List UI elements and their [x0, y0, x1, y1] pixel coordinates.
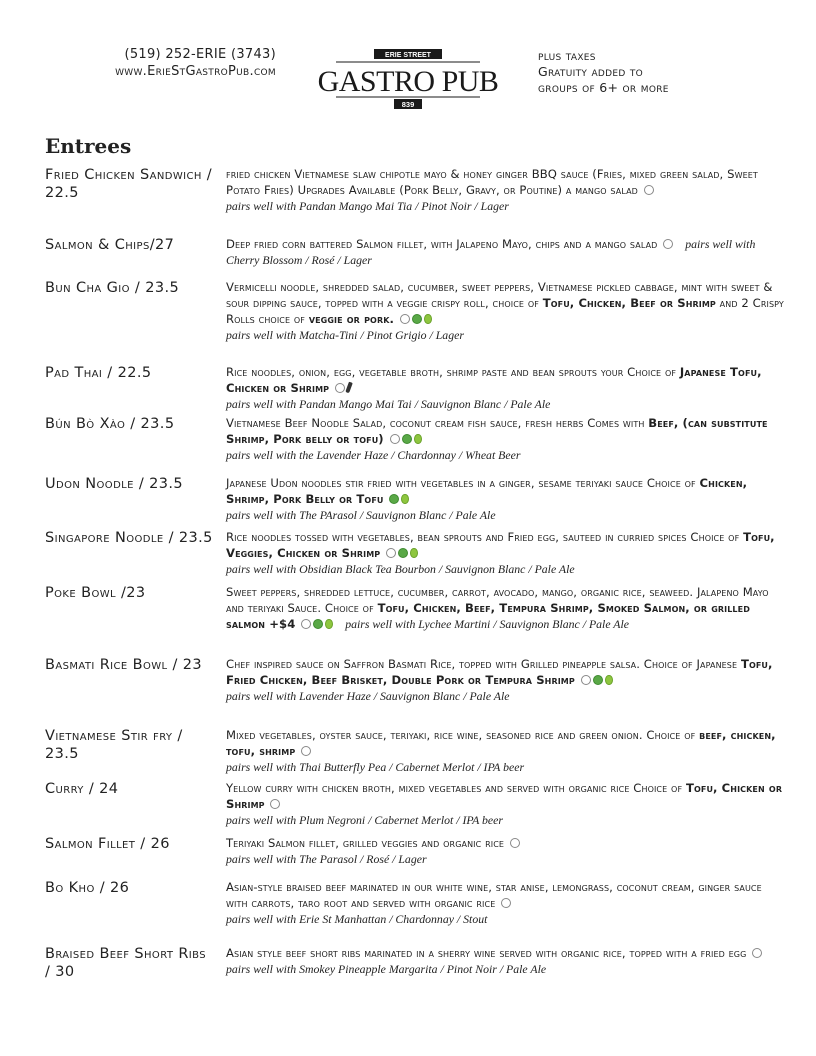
gluten-free-icon [510, 838, 520, 848]
item-name: Poke Bowl /23 [45, 585, 146, 601]
item-desc: Asian-style braised beef marinated in our white wine, star anise, lemongrass, coconut cream, ginger sauce with carrots, taro root and served with organic rice [226, 880, 762, 910]
item-description [226, 415, 786, 463]
item-desc: Chef inspired sauce on Saffron Basmati Rice, topped with Grilled pineapple salsa. Choice of Japanese [226, 657, 738, 671]
item-desc: Yellow curry with chicken broth, mixed vegetables and served with organic rice Choice of [226, 781, 683, 795]
item-pairing: pairs well with Pandan Mango Mai Tia / Pinot Noir / Lager [226, 199, 509, 213]
gluten-free-icon [386, 548, 396, 558]
item-name: Fried Chicken Sandwich / 22.5 [45, 167, 213, 201]
item-pairing: pairs well with Thai Butterfly Pea / Cabernet Merlot / IPA beer [226, 760, 525, 774]
item-description [226, 584, 786, 632]
vegan-icon [398, 548, 408, 558]
item-desc: Mixed vegetables, oyster sauce, teriyaki, rice wine, seasoned rice and green onion. Choice of [226, 728, 696, 742]
item-choices: beef, chicken, tofu, shrimp [226, 728, 776, 758]
item-pairing: pairs well with the Lavender Haze / Chardonnay / Wheat Beer [226, 448, 521, 462]
vegan-icon [402, 434, 412, 444]
gluten-free-icon [301, 619, 311, 629]
gluten-free-icon [390, 434, 400, 444]
item-name: Bún Bò Xào / 23.5 [45, 416, 175, 432]
item-name: Bun Cha Gio / 23.5 [45, 280, 180, 296]
gluten-free-icon [400, 314, 410, 324]
item-pairing: pairs well with Obsidian Black Tea Bourbon / Sauvignon Blanc / Pale Ale [226, 562, 575, 576]
logo-number: 839 [401, 100, 415, 109]
gluten-free-icon [501, 898, 511, 908]
item-name: Pad Thai / 22.5 [45, 365, 152, 381]
item-pairing: pairs well with Cherry Blossom / Rosé / Lager [226, 237, 756, 267]
item-desc: Rice noodles, onion, egg, vegetable broth, shrimp paste and bean sprouts your Choice of [226, 365, 677, 379]
item-description [226, 364, 786, 412]
item-name: Singapore Noodle / 23.5 [45, 530, 213, 546]
item-description [226, 656, 786, 704]
header-notes [538, 48, 778, 96]
item-choices: Chicken, Shrimp, Pork Belly or Tofu [226, 476, 748, 506]
section-title: Entrees [45, 134, 132, 158]
item-description [226, 166, 786, 214]
item-choices2: veggie or pork. [308, 312, 395, 326]
note-taxes: plus taxes [538, 48, 596, 63]
item-name: Salmon Fillet / 26 [45, 836, 170, 852]
item-choices: Japanese Tofu, Chicken or Shrimp [226, 365, 762, 395]
vegetarian-icon [414, 434, 422, 444]
item-description [226, 279, 786, 343]
gastropub-logo [317, 47, 499, 111]
item-name: Curry / 24 [45, 781, 119, 797]
item-desc: Rice noodles tossed with vegetables, bean sprouts and Fried egg, sauteed in curried spices Choice of [226, 530, 740, 544]
item-description [226, 780, 786, 828]
gluten-free-icon [581, 675, 591, 685]
gluten-free-icon [270, 799, 280, 809]
item-name: Udon Noodle / 23.5 [45, 476, 184, 492]
item-choices: Tofu, Chicken, Beef or Shrimp [542, 296, 716, 310]
phone-number: (519) 252-ERIE (3743) [124, 47, 276, 62]
gluten-free-icon [644, 185, 654, 195]
item-name: Vietnamese Stir fry / 23.5 [45, 728, 183, 762]
logo-top-text: ERIE STREET [385, 52, 431, 59]
vegetarian-icon [424, 314, 432, 324]
item-choices: Tofu, Chicken or Shrimp [226, 781, 783, 811]
item-description [226, 879, 786, 927]
item-desc-tail: and 2 Crispy Rolls choice of [226, 296, 784, 326]
vegan-icon [412, 314, 422, 324]
chili-icon [345, 382, 353, 394]
vegetarian-icon [401, 494, 409, 504]
item-pairing: pairs well with Lavender Haze / Sauvignon Blanc / Pale Ale [226, 689, 510, 703]
gluten-free-icon [301, 746, 311, 756]
note-groups: groups of 6+ or more [538, 80, 669, 95]
vegan-icon [313, 619, 323, 629]
vegan-icon [389, 494, 399, 504]
note-gratuity: Gratuity added to [538, 64, 644, 79]
item-desc: Vermicelli noodle, shredded salad, cucumber, sweet peppers, Vietnamese pickled cabbage, mint with sweet & sour dipping sauce, topped with a veggie crispy roll, choice of [226, 280, 773, 310]
item-desc: Vietnamese Beef Noodle Salad, coconut cream fish sauce, fresh herbs Comes with [226, 416, 645, 430]
gluten-free-icon [663, 239, 673, 249]
website-link[interactable]: www.ErieStGastroPub.com [115, 64, 276, 79]
vegetarian-icon [605, 675, 613, 685]
item-pairing: pairs well with Plum Negroni / Cabernet Merlot / IPA beer [226, 813, 503, 827]
item-desc: Asian style beef short ribs marinated in a sherry wine served with organic rice, topped with a fried egg [226, 946, 747, 960]
item-desc: Teriyaki Salmon fillet, grilled veggies and organic rice [226, 836, 505, 850]
item-choices: Tofu, Chicken, Beef, Tempura Shrimp, Smoked Salmon, or grilled salmon +$4 [226, 601, 750, 631]
item-choices: Tofu, Fried Chicken, Beef Brisket, Double Pork or Tempura Shrimp [226, 657, 773, 687]
item-pairing: pairs well with Lychee Martini / Sauvignon Blanc / Pale Ale [345, 617, 630, 631]
item-pairing: pairs well with Erie St Manhattan / Chardonnay / Stout [226, 912, 488, 926]
item-description [226, 236, 786, 268]
item-name: Salmon & Chips/27 [45, 237, 175, 253]
header-contact [60, 46, 276, 80]
item-pairing: pairs well with The Parasol / Rosé / Lager [226, 852, 427, 866]
gluten-free-icon [752, 948, 762, 958]
item-pairing: pairs well with Pandan Mango Mai Tai / Sauvignon Blanc / Pale Ale [226, 397, 551, 411]
logo-main-text: GASTRO PUB [317, 65, 499, 98]
item-name: Braised Beef Short Ribs / 30 [45, 946, 206, 980]
item-description [226, 835, 786, 867]
item-choices: Beef, (can substitute Shrimp, Pork belly or tofu) [226, 416, 768, 446]
item-pairing: pairs well with Smokey Pineapple Margarita / Pinot Noir / Pale Ale [226, 962, 547, 976]
item-description [226, 945, 786, 977]
item-name: Bo Kho / 26 [45, 880, 130, 896]
item-description [226, 529, 786, 577]
vegetarian-icon [325, 619, 333, 629]
item-desc: Japanese Udon noodles stir fried with vegetables in a ginger, sesame teriyaki sauce Choice of [226, 476, 696, 490]
item-desc: Sweet peppers, shredded lettuce, cucumber, carrot, avocado, mango, organic rice, seaweed. Jalapeno Mayo and teriyaki Sauce. Choice of [226, 585, 769, 615]
item-choices: Tofu, Veggies, Chicken or Shrimp [226, 530, 775, 560]
item-description [226, 727, 786, 775]
vegan-icon [593, 675, 603, 685]
item-pairing: pairs well with Matcha-Tini / Pinot Grigio / Lager [226, 328, 464, 342]
gluten-free-icon [335, 383, 345, 393]
item-description [226, 475, 786, 523]
item-desc: Deep fried corn battered Salmon fillet, with Jalapeno Mayo, chips and a mango salad [226, 237, 658, 251]
item-desc: fried chicken Vietnamese slaw chipotle mayo & honey ginger BBQ sauce (Fries, mixed green salad, Sweet Potato Fries) Upgrades Available (Pork Belly, Gravy, or Poutine) a mango salad [226, 167, 758, 197]
vegetarian-icon [410, 548, 418, 558]
item-pairing: pairs well with The PArasol / Sauvignon Blanc / Pale Ale [226, 508, 496, 522]
item-name: Basmati Rice Bowl / 23 [45, 657, 203, 673]
